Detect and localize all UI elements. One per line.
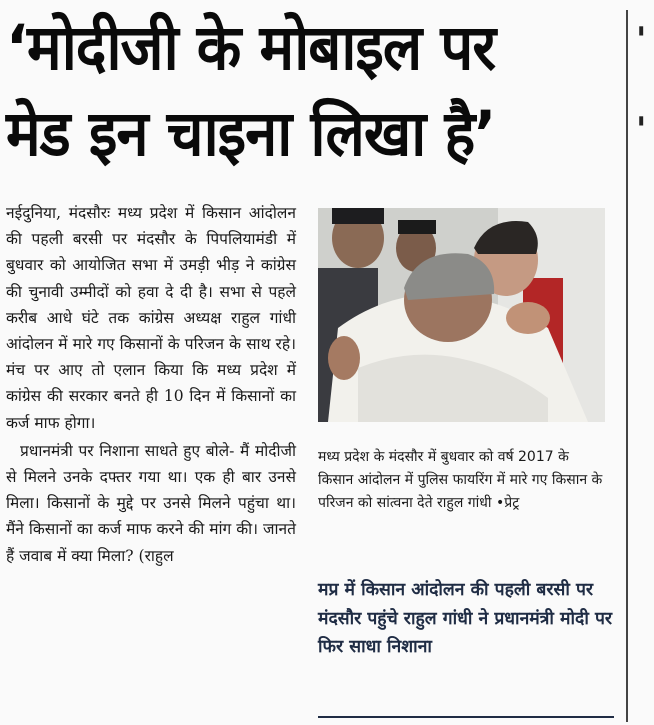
deck-underline xyxy=(318,716,614,718)
news-photo xyxy=(318,208,605,422)
bullet-icon: • xyxy=(495,495,505,511)
column-divider xyxy=(626,10,628,722)
headline-line-2: मेड इन चाइना लिखा है’ xyxy=(6,96,496,171)
photo-credit: प्रेट्र xyxy=(504,495,520,511)
photo-caption xyxy=(318,446,608,515)
article-body xyxy=(6,200,296,569)
headline-line-1: ‘मोदीजी के मोबाइल पर xyxy=(6,10,496,84)
deck-subheadline: मप्र में किसान आंदोलन की पहली बरसी पर मंदसौर पहुंचे राहुल गांधी ने प्रधानमंत्री मोदी पर फिर साधा निशाना xyxy=(318,580,613,657)
article-paragraph: नईदुनिया, मंदसौरः मध्य प्रदेश में किसान आंदोलन की पहली बरसी पर मंदसौर के पिपलियामंडी में बुधवार को आयोजित सभा में उमड़ी भीड़ ने कांग्रेस की चुनावी उम्मीदों को हवा दे दी है। सभा से पहले करीब आधे घंटे तक कांग्रेस अध्यक्ष राहुल गांधी आंदोलन में मारे गए किसानों के परिजन के साथ रहे। मंच पर आए तो एलान किया कि मध्य प्रदेश में कांग्रेस की सरकार बनते ही 10 दिन में किसानों का कर्ज माफ होगा। xyxy=(6,204,296,432)
caption-text: मध्य प्रदेश के मंदसौर में बुधवार को वर्ष 2017 के किसान आंदोलन में पुलिस फायरिंग में मारे गए किसान के परिजन को सांत्वना देते राहुल गांधी xyxy=(318,449,603,511)
article-paragraph: प्रधानमंत्री पर निशाना साधते हुए बोले- मैं मोदीजी से मिलने उनके दफ्तर गया था। एक ही बार उनसे मिला। किसानों के मुद्दे पर उनसे मिलने पहुंचा था। मैंने किसानों का कर्ज माफ करने की मांग की। जानते हैं जवाब में क्या मिला? (राहुल xyxy=(6,441,296,565)
adjacent-column-fragment: ' xyxy=(636,20,647,60)
headline xyxy=(6,4,622,177)
adjacent-column-fragment: ' xyxy=(636,110,647,150)
